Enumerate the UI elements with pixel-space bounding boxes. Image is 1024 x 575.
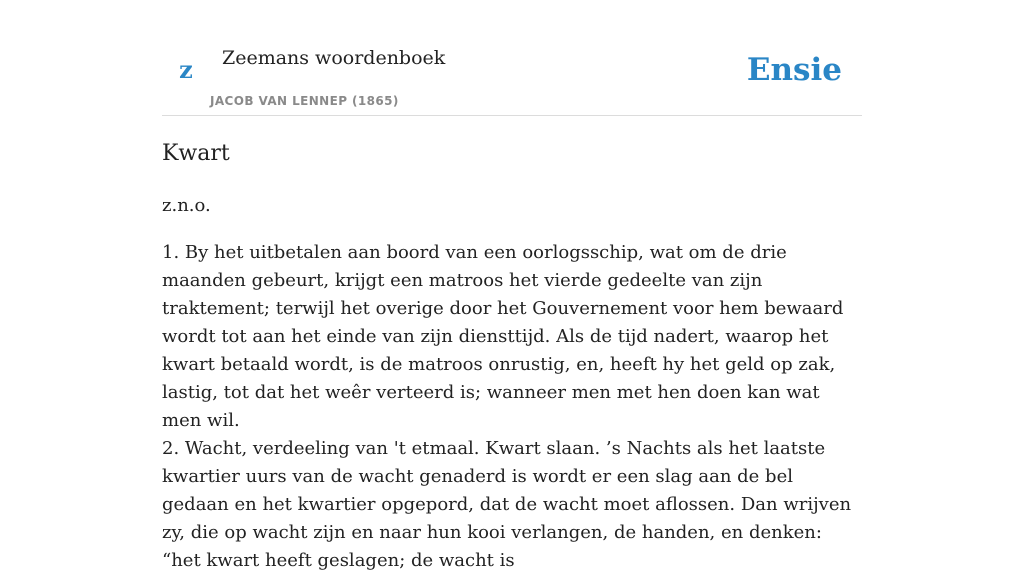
dictionary-header [162,0,862,116]
dictionary-page [162,0,862,571]
ensie-logo-link[interactable]: Ensie [746,52,842,88]
entry-title: Kwart [162,141,230,166]
entry-part-of-speech: z.n.o. [162,195,211,216]
letter-index-link[interactable]: z [179,55,193,84]
definition-paragraph: 2. Wacht, verdeeling van 't etmaal. Kwart slaan. ’s Nachts als het laatste kwartier uurs van de wacht genaderd is wordt er een slag aan de bel gedaan en het kwartier opgepord, dat de wacht moet aflossen. Dan wrijven zy, die op wacht zijn en naar hun kooi verlangen, de handen, en denken: “het kwart heeft geslagen; de wacht is [162,438,852,571]
book-author: JACOB VAN LENNEP (1865) [210,94,399,108]
book-title-link[interactable]: Zeemans woordenboek [222,47,446,69]
definition-paragraph: 1. By het uitbetalen aan boord van een oorlogsschip, wat om de drie maanden gebeurt, krijgt een matroos het vierde gedeelte van zijn traktement; terwijl het overige door het Gouvernement voor hem bewaard wordt tot aan het einde van zijn diensttijd. Als de tijd nadert, waarop het kwart betaald wordt, is de matroos onrustig, en, heeft hy het geld op zak, lastig, tot dat het weêr verteerd is; wanneer men met hen doen kan wat men wil. [162,242,844,431]
entry-definition [162,239,862,575]
